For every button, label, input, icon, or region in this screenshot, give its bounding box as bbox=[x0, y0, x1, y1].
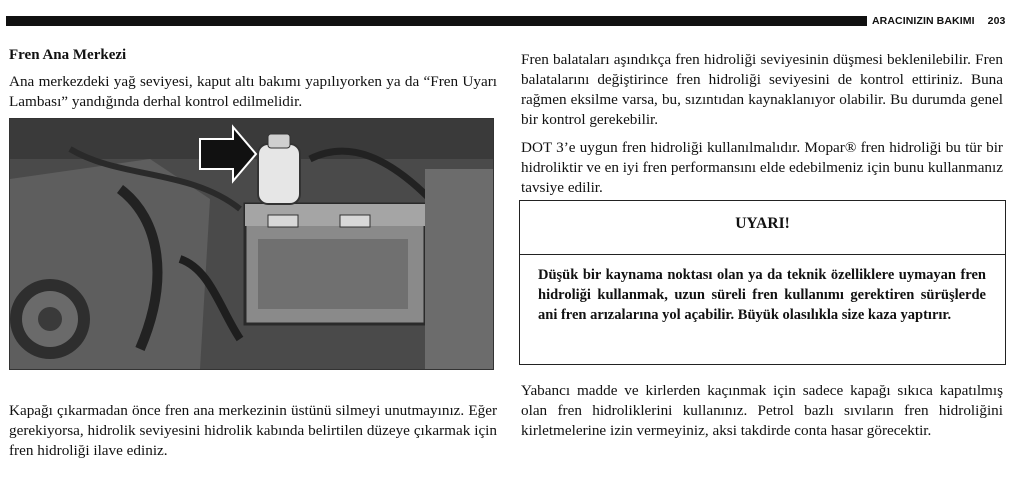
section-heading: Fren Ana Merkezi bbox=[9, 47, 127, 63]
page-number: 203 bbox=[987, 15, 1006, 27]
warning-box bbox=[519, 200, 1006, 365]
engine-bay-photo bbox=[9, 118, 494, 370]
warning-text: Düşük bir kaynama noktası olan ya da teknik özelliklere uymayan fren hidroliği kullanmak, uzun süreli fren kullanımı gerektiren sürüşlerde ani fren arızalarına yol açabilir. Büyük olasılıkla size kaza yaptırır. bbox=[538, 267, 986, 323]
intro-paragraph: Ana merkezdeki yağ seviyesi, kaput altı bakımı yapılıyorken ya da “Fren Uyarı Lambası” yandığında derhal kontrol edilmelidir. bbox=[9, 73, 497, 110]
engine-bay-illustration bbox=[10, 119, 493, 369]
pad-wear-paragraph: Fren balataları aşındıkça fren hidroliği seviyesinin düşmesi beklenilebilir. Fren balatalarını değiştirince fren hidroliği seviyesini de kontrol ettiriniz. Buna rağmen eksilme varsa, bu, sızıntıdan kaynaklanıyor olabilir. Bu durumda genel bir kontrol gerekebilir. bbox=[521, 51, 1003, 128]
warning-title: UYARI! bbox=[735, 215, 790, 232]
warning-divider bbox=[520, 254, 1005, 255]
section-title: ARACINIZIN BAKIMI bbox=[872, 15, 975, 27]
header-rule bbox=[6, 16, 867, 26]
fluid-type-paragraph: DOT 3’e uygun fren hidroliği kullanılmalıdır. Mopar® fren hidroliği bu tür bir hidroliktir ve en iyi fren performansını elde edebilmeniz için bunu kullanmanız tavsiye edilir. bbox=[521, 139, 1003, 196]
running-header bbox=[872, 15, 1005, 27]
contamination-paragraph: Yabancı madde ve kirlerden kaçınmak için sadece kapağı sıkıca kapatılmış olan fren hidroliklerini kullanınız. Petrol bazlı sıvıların fren hidroliğini kirletmelerine izin vermeyiniz, aksi takdirde conta hasar görecektir. bbox=[521, 382, 1003, 439]
cleaning-paragraph: Kapağı çıkarmadan önce fren ana merkezinin üstünü silmeyi unutmayınız. Eğer gerekiyorsa, hidrolik seviyesini hidrolik kabında belirtilen düzeye çıkarmak için fren hidroliği ilave ediniz. bbox=[9, 402, 497, 459]
